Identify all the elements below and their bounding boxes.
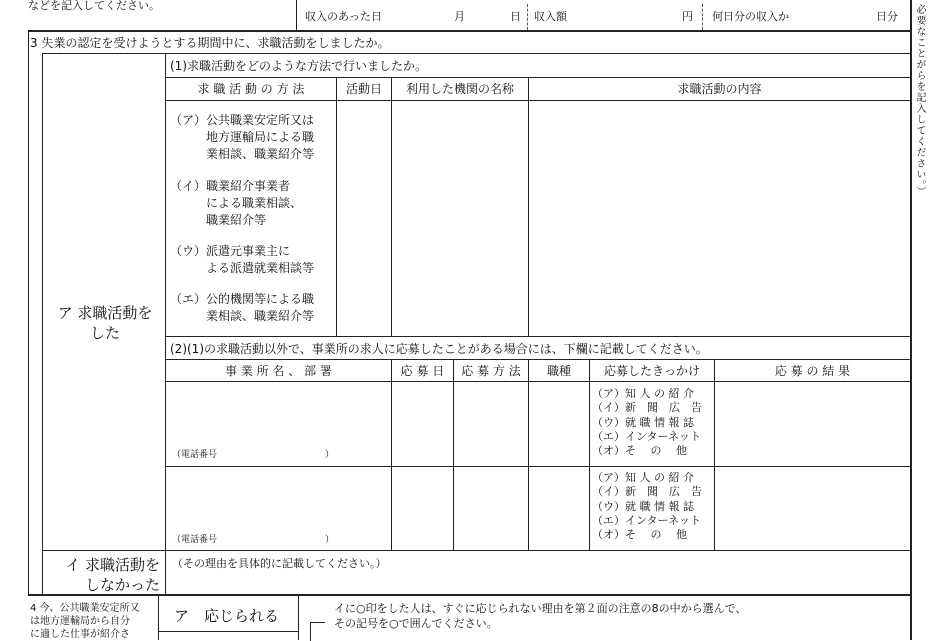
activity-date-cell[interactable] [337, 101, 390, 335]
header-result: 応 募 の 結 果 [774, 364, 851, 378]
job-cell-1[interactable] [529, 382, 588, 465]
day-unit: 日 [510, 10, 521, 23]
month-unit: 月 [454, 10, 465, 23]
header-job: 職種 [546, 364, 571, 378]
rule-q1-header-top [165, 77, 910, 78]
i-reason-note: （その理由を具体的に記載してください。） [172, 557, 387, 570]
q2-question: (2)(1)の求職活動以外で、事業所の求人に応募したことがある場合には、下欄に記載してください。 [170, 342, 708, 356]
rule-q2-top [165, 336, 910, 337]
phone-label-2: （電話番号 ） [172, 535, 335, 545]
office-name-cell-2[interactable] [166, 467, 390, 527]
result-cell-2[interactable] [715, 467, 909, 549]
section4-note: イに○印をした人は、すぐに応じられない理由を第２面の注意の8の中から選んで、 その記号を○で囲んでください。 [334, 602, 747, 630]
top-note: などを記入してください。 [28, 0, 160, 12]
office-name-cell-1[interactable] [166, 382, 390, 442]
header-trigger: 応募したきっかけ [603, 364, 700, 378]
method-e: （エ）公的機関等による職 業相談、職業紹介等 [170, 292, 315, 324]
section4-option-a[interactable]: ア 応じられる [174, 607, 280, 625]
header-apply-method: 応 募 方 法 [461, 364, 521, 378]
section4-left-text: 4 今、公共職業安定所又 は地方運輸局から自分 に適した仕事が紹介さ [30, 603, 140, 640]
yen-unit: 円 [682, 10, 693, 23]
header-apply-date: 応 募 日 [400, 364, 445, 378]
header-content: 求職活動の内容 [677, 82, 762, 96]
i-reason-field[interactable] [166, 572, 909, 593]
header-method: 求 職 活 動 の 方 法 [197, 82, 305, 96]
phone-label-1: （電話番号 ） [172, 450, 335, 460]
method-u: （ウ）派遣元事業主に よる派遣就業相談等 [170, 244, 315, 276]
rule-q2-header-top [165, 359, 910, 360]
indent-line [42, 53, 43, 594]
rule-section4-top [28, 594, 910, 596]
days-field[interactable] [840, 4, 874, 26]
days-label: 何日分の収入か [712, 10, 789, 23]
header-office: 事 業 所 名 、 部 署 [225, 364, 332, 378]
frame-top [28, 30, 910, 32]
frame-left [28, 30, 29, 594]
top-divider-1 [296, 0, 297, 30]
header-date: 活動日 [345, 82, 382, 96]
top-divider-2 [527, 4, 528, 30]
trigger-options-1[interactable]: （ア）知 人 の 紹 介 （イ）新 聞 広 告 （ウ）就 職 情 報 誌 （エ）インターネット （オ）そ の 他 [592, 387, 702, 458]
agency-name-cell[interactable] [392, 101, 527, 335]
apply-date-cell-2[interactable] [392, 467, 452, 549]
frame-right [910, 0, 912, 640]
side-note: 必要なことがらを記入してください。） [914, 4, 925, 197]
q2-col-trigger [589, 359, 590, 550]
top-divider-3 [702, 4, 703, 30]
income-amount-label: 収入額 [534, 10, 567, 23]
days-unit: 日分 [876, 10, 898, 23]
section4-bracket [310, 622, 325, 641]
option-a-did-search[interactable]: ア 求職活動を した [57, 304, 153, 343]
income-amount-field[interactable] [575, 4, 675, 26]
section3-title: 3 失業の認定を受けようとする期間中に、求職活動をしましたか。 [30, 36, 390, 50]
job-cell-2[interactable] [529, 467, 588, 549]
option-i-did-not-search[interactable]: イ 求職活動を しなかった [65, 556, 160, 594]
apply-method-cell-2[interactable] [454, 467, 527, 549]
rule-q1-top [42, 53, 910, 54]
activity-content-cell[interactable] [529, 101, 909, 335]
income-date-field[interactable] [370, 4, 450, 26]
result-cell-1[interactable] [715, 382, 909, 465]
method-a: （ア）公共職業安定所又は 地方運輸局による職 業相談、職業紹介等 [170, 113, 315, 162]
q1-question: (1)求職活動をどのような方法で行いましたか。 [170, 59, 427, 73]
header-agency: 利用した機関の名称 [405, 82, 514, 96]
section4-a-underline [158, 631, 298, 632]
trigger-options-2[interactable]: （ア）知 人 の 紹 介 （イ）新 聞 広 告 （ウ）就 職 情 報 誌 （エ）インターネット （オ）そ の 他 [592, 471, 702, 542]
section4-col-line-2 [298, 594, 299, 640]
method-i: （イ）職業紹介事業者 による職業相談、 職業紹介等 [170, 179, 303, 228]
rule-i-top [42, 550, 910, 551]
apply-date-cell-1[interactable] [392, 382, 452, 465]
section4-col-line [158, 594, 159, 640]
apply-method-cell-1[interactable] [454, 382, 527, 465]
income-date-label: 収入のあった日 [305, 10, 382, 23]
